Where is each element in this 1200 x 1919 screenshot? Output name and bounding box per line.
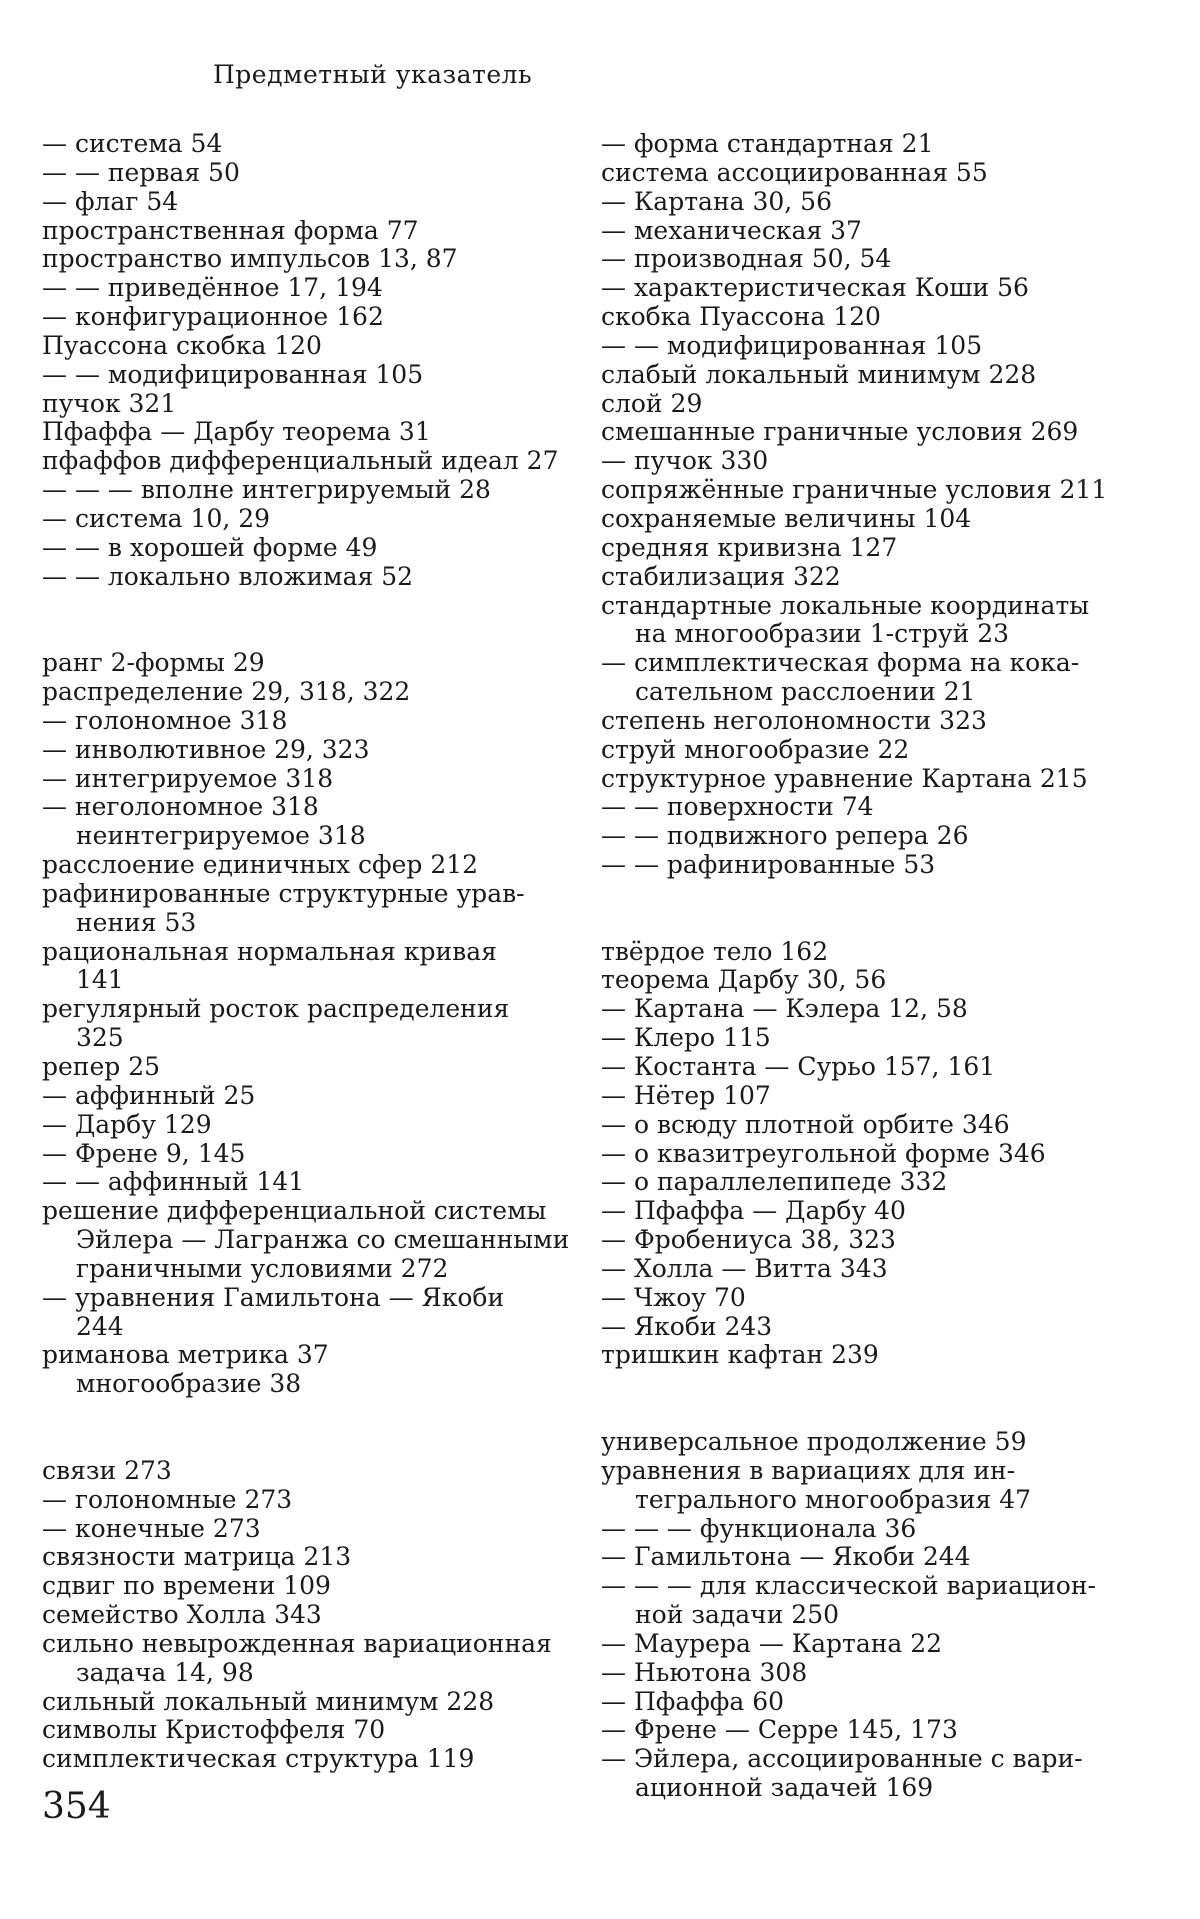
index-entry: средняя кривизна 127 — [601, 532, 898, 562]
index-entry: структурное уравнение Картана 215 — [601, 763, 1088, 793]
index-entry: ной задачи 250 — [635, 1600, 840, 1630]
index-entry: — Маурера — Картана 22 — [601, 1628, 943, 1658]
index-entry: — Пфаффа — Дарбу 40 — [601, 1196, 906, 1226]
index-entry: сдвиг по времени 109 — [42, 1571, 331, 1601]
index-entry: — Клеро 115 — [601, 1023, 771, 1053]
index-entry: струй многообразие 22 — [601, 734, 910, 764]
index-entry: рациональная нормальная кривая — [42, 936, 497, 966]
index-entry: — — в хорошей форме 49 — [42, 532, 378, 562]
page-number: 354 — [42, 1786, 111, 1827]
index-entry: — симплектическая форма на кока- — [601, 648, 1080, 678]
index-entry: тришкин кафтан 239 — [601, 1340, 879, 1370]
index-entry: — — модифицированная 105 — [42, 359, 424, 389]
section-gap — [42, 1399, 572, 1457]
index-entry: — голономные 273 — [42, 1484, 293, 1514]
index-entry: — система 10, 29 — [42, 503, 271, 533]
index-entry: — Эйлера, ассоциированные с вари- — [601, 1744, 1083, 1774]
index-entry: — Фробениуса 38, 323 — [601, 1225, 896, 1255]
page-header: Предметный указатель — [213, 60, 533, 89]
index-entry: регулярный росток распределения — [42, 994, 510, 1024]
index-entry: — — модифицированная 105 — [601, 330, 983, 360]
index-entry: — механическая 37 — [601, 215, 862, 245]
index-entry: — Холла — Витта 343 — [601, 1253, 888, 1283]
index-entry: — — подвижного репера 26 — [601, 821, 969, 851]
index-entry: символы Кристоффеля 70 — [42, 1715, 386, 1745]
index-entry: — Якоби 243 — [601, 1311, 773, 1341]
index-entry: — Картана 30, 56 — [601, 186, 832, 216]
index-entry: решение дифференциальной системы — [42, 1196, 547, 1226]
index-entry: — — поверхности 74 — [601, 792, 874, 822]
index-entry: уравнения в вариациях для ин- — [601, 1455, 1016, 1485]
section-gap — [42, 592, 572, 650]
index-entry: — интегрируемое 318 — [42, 763, 334, 793]
index-entry: — — — для классической вариацион- — [601, 1571, 1096, 1601]
index-entry: расслоение единичных сфер 212 — [42, 850, 479, 880]
index-entry: — Гамильтона — Якоби 244 — [601, 1542, 971, 1572]
index-entry: тегрального многообразия 47 — [635, 1484, 1032, 1514]
index-entry: — характеристическая Коши 56 — [601, 273, 1029, 303]
index-entry: Пуассона скобка 120 — [42, 330, 322, 360]
index-entry: — о параллелепипеде 332 — [601, 1167, 948, 1197]
index-entry: распределение 29, 318, 322 — [42, 677, 411, 707]
index-entry: — — — функционала 36 — [601, 1513, 917, 1543]
index-entry: — форма стандартная 21 — [601, 129, 934, 158]
index-entry: пучок 321 — [42, 388, 177, 418]
index-entry: степень неголономности 323 — [601, 705, 987, 735]
index-entry: — — — вполне интегрируемый 28 — [42, 475, 491, 505]
index-entry: пространство импульсов 13, 87 — [42, 244, 458, 274]
index-entry: слабый локальный минимум 228 — [601, 359, 1037, 389]
index-entry: репер 25 — [42, 1052, 161, 1081]
index-entry: — Костанта — Сурьо 157, 161 — [601, 1052, 996, 1081]
index-entry: — конечные 273 — [42, 1513, 261, 1543]
index-entry: Эйлера — Лагранжа со смешанными — [76, 1225, 570, 1255]
index-entry: пространственная форма 77 — [42, 215, 419, 245]
index-entry: сильный локальный минимум 228 — [42, 1686, 495, 1716]
index-entry: — Чжоу 70 — [601, 1282, 746, 1312]
index-entry: — производная 50, 54 — [601, 244, 892, 274]
index-entry: — Нётер 107 — [601, 1080, 771, 1110]
section-gap — [601, 1370, 1126, 1428]
index-entry: стабилизация 322 — [601, 561, 841, 591]
index-entry: — — аффинный 141 — [42, 1167, 305, 1197]
index-entry: нения 53 — [76, 907, 197, 937]
index-entry: 244 — [76, 1311, 124, 1341]
index-entry: сильно невырожденная вариационная — [42, 1628, 552, 1658]
index-entry: смешанные граничные условия 269 — [601, 417, 1079, 447]
index-entry: система ассоциированная 55 — [601, 157, 988, 187]
index-entry: — неголономное 318 — [42, 792, 319, 822]
index-entry: — флаг 54 — [42, 186, 179, 216]
index-entry: задача 14, 98 — [76, 1657, 254, 1687]
index-entry: — — приведённое 17, 194 — [42, 273, 383, 303]
index-entry: слой 29 — [601, 388, 703, 418]
index-entry: сательном расслоении 21 — [635, 677, 976, 707]
index-entry: рафинированные структурные урав- — [42, 878, 525, 908]
index-entry: связи 273 — [42, 1455, 172, 1485]
index-entry: твёрдое тело 162 — [601, 936, 829, 966]
index-entry: — — первая 50 — [42, 157, 240, 187]
index-entry: сопряжённые граничные условия 211 — [601, 475, 1108, 505]
index-entry: симплектическая структура 119 — [42, 1744, 475, 1774]
index-entry: — Картана — Кэлера 12, 58 — [601, 994, 968, 1024]
index-entry: риманова метрика 37 — [42, 1340, 329, 1370]
index-entry: — голономное 318 — [42, 705, 288, 735]
index-entry: сохраняемые величины 104 — [601, 503, 972, 533]
index-entry: универсальное продолжение 59 — [601, 1426, 1027, 1456]
index-entry: — уравнения Гамильтона — Якоби — [42, 1282, 505, 1312]
index-entry: — Френе — Серре 145, 173 — [601, 1715, 958, 1745]
index-entry: — Дарбу 129 — [42, 1109, 212, 1139]
index-entry: — о всюду плотной орбите 346 — [601, 1109, 1010, 1139]
index-entry: Пфаффа — Дарбу теорема 31 — [42, 417, 431, 447]
index-entry: неинтегрируемое 318 — [76, 821, 366, 851]
index-entry: связности матрица 213 — [42, 1542, 352, 1572]
index-column-left — [42, 130, 572, 1774]
index-entry: — — рафинированные 53 — [601, 850, 936, 880]
index-entry: семейство Холла 343 — [42, 1600, 322, 1630]
index-entry: — аффинный 25 — [42, 1080, 256, 1110]
index-entry: стандартные локальные координаты — [601, 590, 1090, 620]
index-entry: скобка Пуассона 120 — [601, 302, 881, 332]
index-entry: — Ньютона 308 — [601, 1657, 808, 1687]
index-entry: ранг 2-формы 29 — [42, 648, 265, 678]
index-entry: на многообразии 1-струй 23 — [635, 619, 1010, 649]
index-entry: — система 54 — [42, 129, 223, 158]
index-entry: граничными условиями 272 — [76, 1253, 449, 1283]
index-entry: ационной задачей 169 — [635, 1773, 934, 1803]
index-entry: — Пфаффа 60 — [601, 1686, 785, 1716]
index-entry: теорема Дарбу 30, 56 — [601, 965, 887, 995]
index-entry: — Френе 9, 145 — [42, 1138, 246, 1168]
index-column-right — [601, 130, 1126, 1803]
index-entry: пфаффов дифференциальный идеал 27 — [42, 446, 559, 476]
index-entry: — о квазитреугольной форме 346 — [601, 1138, 1046, 1168]
section-gap — [601, 880, 1126, 938]
index-entry: многообразие 38 — [76, 1369, 302, 1399]
index-entry: — инволютивное 29, 323 — [42, 734, 370, 764]
index-entry: — конфигурационное 162 — [42, 302, 384, 332]
index-entry: 325 — [76, 1023, 124, 1053]
index-entry: — — локально вложимая 52 — [42, 561, 414, 591]
index-entry: — пучок 330 — [601, 446, 769, 476]
index-entry: 141 — [76, 965, 124, 995]
